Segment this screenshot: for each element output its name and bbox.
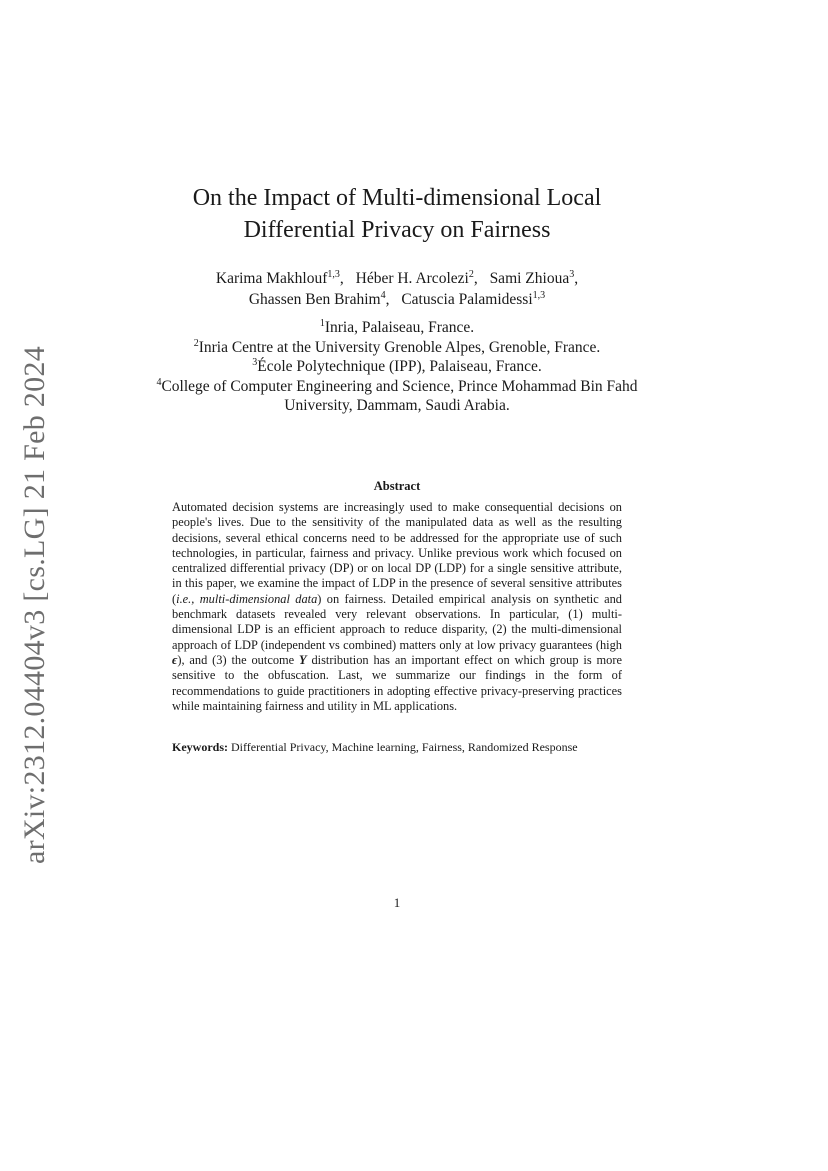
affiliation: $^3$École Polytechnique (IPP), Palaiseau, France. (252, 357, 542, 375)
keywords-label: Keywords: (172, 740, 228, 754)
epsilon-symbol: ϵ (172, 652, 178, 667)
abstract-emphasis: i.e., multi-dimensional data (176, 591, 318, 606)
author: Ghassen Ben Brahim$^4$, (248, 290, 390, 308)
page-number: 1 (393, 895, 401, 910)
abstract-text: Automated decision systems are increasingly used to make consequential decisions on people's lives. Due to the sensitivity of the manipulated data as well as the resulting decisions, several ethical concerns need to be addressed for the appropriate use of such technologies, in particular, fairness and privacy. Unlike previous work which focused on centralized differential privacy (DP) or on local DP (LDP) for a single sensitive attribute, in this paper, we examine the impact of LDP in the presence of several sensitive attributes (i.e., multi-dimensional data) on fairness. Detailed empirical analysis on synthetic and benchmark datasets revealed very relevant observations. In particular, (1) multi-dimensional LDP is an efficient approach to reduce disparity, (2) the multi-dimensional approach of LDP (independent vs combined) matters only at low privacy guarantees (high ϵ), and (3) the outcome Y distribution has an important effect on which group is more sensitive to the obfuscation. Last, we summarize our findings in the form of recommendations to guide practitioners in adopting effective privacy-preserving practices while maintaining fairness and utility in ML applications. (172, 500, 622, 713)
arxiv-identifier-stamp (15, 345, 55, 865)
abstract-heading: Abstract (373, 479, 421, 493)
keywords-text: Differential Privacy, Machine learning, Fairness, Randomized Response (231, 740, 578, 754)
affiliation: $^2$Inria Centre at the University Grenoble Alpes, Grenoble, France. (193, 337, 601, 356)
author: Sami Zhioua$^3$, (489, 269, 579, 287)
affiliation-list (140, 318, 654, 416)
paper-title: On the Impact of Multi-dimensional Local Differential Privacy on Fairness (192, 185, 602, 243)
author: Catuscia Palamidessi$^{1,3}$ (401, 290, 546, 308)
author-list (150, 268, 644, 310)
y-variable-symbol: Y (299, 652, 307, 667)
affiliation: $^1$Inria, Palaiseau, France. (319, 318, 475, 336)
author: Karima Makhlouf$^{1,3}$, (215, 269, 344, 287)
author: Héber H. Arcolezi$^2$, (355, 269, 478, 287)
arxiv-identifier-text: arXiv:2312.04404v3 [cs.LG] 21 Feb 2024 (18, 345, 52, 865)
affiliation: $^4$College of Computer Engineering and Science, Prince Mohammad Bin Fahd University, Dammam, Saudi Arabia. (156, 376, 638, 414)
keywords (172, 740, 622, 755)
